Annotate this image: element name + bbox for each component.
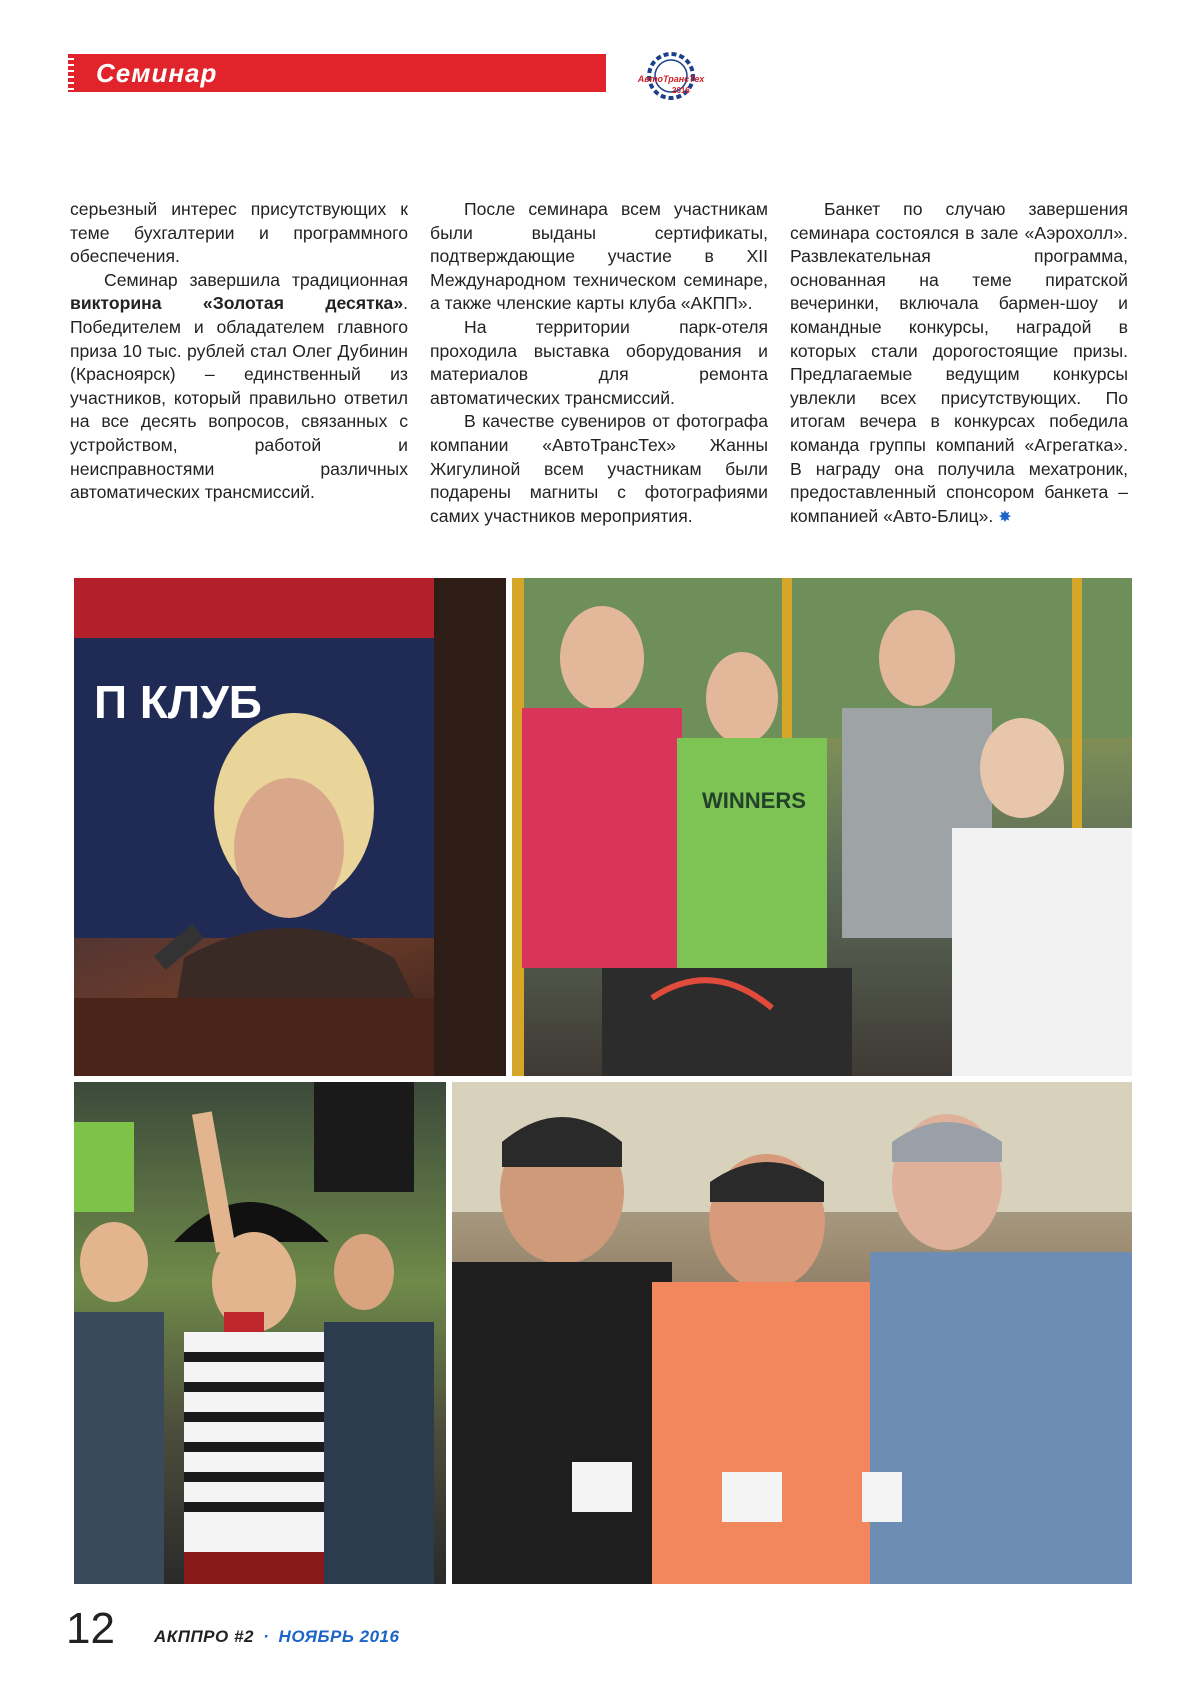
paragraph (70, 269, 408, 505)
paragraph (790, 198, 1128, 529)
text-run: Банкет по случаю завершения семинара состоялся в зале «Аэрохолл». Развлекательная программа, основанная на теме пиратской вечеринки, включала бармен-шоу и командные конкурсы, наградой в которых стали дорогостоящие призы. Предлагаемые ведущим конкурсы увлекли всех присутствующих. По итогам вечера в конкурсах победила команда группы компаний «Агрегатка». В награду она получила мехатроник, предоставленный спонсором банкета – компанией «Авто-Блиц». (790, 199, 1128, 526)
participants-illustration (452, 1082, 1132, 1584)
paragraph: В качестве сувениров от фотографа компании «АвтоТрансТех» Жанны Жигулиной всем участникам были подарены магниты с фотографиями самих участников мероприятия. (430, 411, 768, 526)
article-columns (70, 198, 1136, 544)
pirate-illustration (74, 1082, 446, 1584)
magazine-footer (154, 1627, 399, 1647)
logo-year: 2016 (672, 86, 690, 95)
footer-separator: · (263, 1627, 270, 1646)
article-column-3 (790, 198, 1128, 529)
page-number: 12 (66, 1604, 115, 1653)
shirt-text: WINNERS (702, 788, 806, 813)
paragraph: На территории парк-отеля проходила выставка оборудования и материалов для ремонта автоматических трансмиссий. (430, 316, 768, 408)
speaker-illustration (74, 578, 506, 1076)
exhibition-illustration (512, 578, 1132, 1076)
event-logo (628, 46, 714, 102)
paragraph: серьезный интерес присутствующих к теме бухгалтерии и программного обеспечения. (70, 199, 408, 267)
text-run: Семинар завершила традиционная (104, 269, 408, 290)
article-column-1 (70, 198, 408, 505)
end-of-article-icon: ✸ (998, 508, 1012, 526)
paragraph: После семинара всем участникам были выданы сертификаты, подтверждающие участие в XII Международном техническом семинаре, а также членские карты клуба «АКПП». (430, 199, 768, 314)
photo-three-participants (452, 1082, 1132, 1584)
photo-pirate-host (74, 1082, 446, 1584)
quiz-name: викторина «Золотая десятка» (70, 293, 404, 314)
article-column-2 (430, 198, 768, 528)
magazine-name: АКППРО (154, 1627, 229, 1646)
photo-exhibition (512, 578, 1132, 1076)
issue-number: #2 (233, 1627, 254, 1646)
issue-date: НОЯБРЬ 2016 (278, 1627, 400, 1646)
text-run: . Победителем и обладателем главного приза 10 тыс. рублей стал Олег Дубинин (Красноярск) – единственный из участников, который правильно ответил на все десять вопросов, связанных с устройством, работой и неисправностями различных автоматических трансмиссий. (70, 293, 408, 503)
section-title: Семинар (96, 58, 218, 88)
screen-text: П КЛУБ (94, 676, 262, 728)
section-header-bar (68, 54, 606, 92)
photo-speaker (74, 578, 506, 1076)
logo-text: АвтоТрансТех (637, 74, 705, 84)
